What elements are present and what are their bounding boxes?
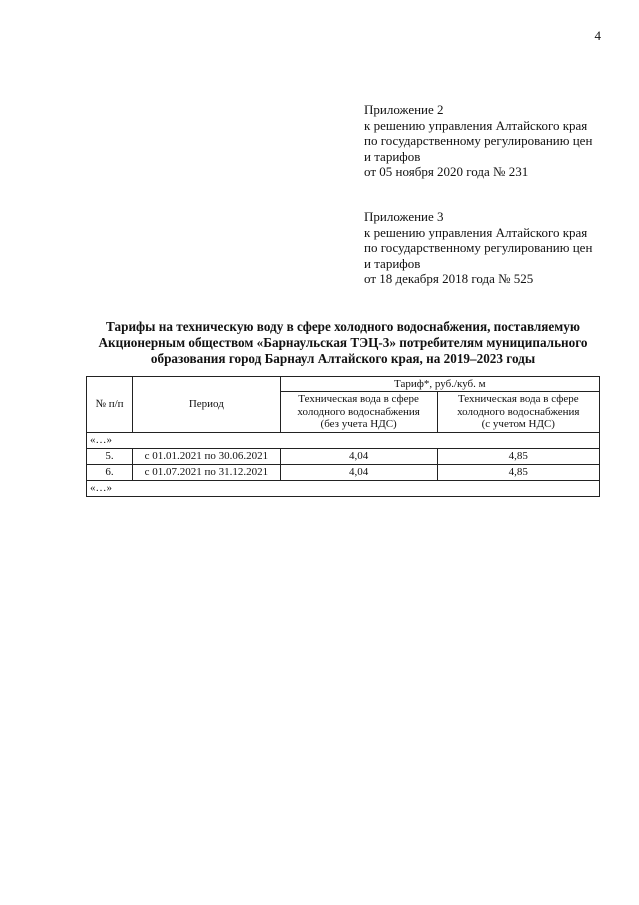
- table-row: [87, 449, 600, 465]
- row-without-vat: 4,04: [280, 465, 437, 481]
- ellipsis-cell: «…»: [87, 481, 600, 497]
- appendix-3-line: Приложение 3: [364, 209, 444, 224]
- header-tariff: Тариф*, руб./куб. м: [280, 377, 599, 392]
- header-with-vat-line: (с учетом НДС): [481, 418, 555, 431]
- appendix-2-line: от 05 ноября 2020 года № 231: [364, 164, 529, 179]
- header-with-vat-line: Техническая вода в сфере: [457, 393, 579, 406]
- table-row-ellipsis: [87, 481, 600, 497]
- appendix-2-header: [364, 102, 614, 180]
- appendix-2-line: по государственному регулированию цен: [364, 133, 593, 148]
- header-without-vat-line: (без учета НДС): [320, 418, 397, 431]
- row-with-vat: 4,85: [437, 449, 599, 465]
- header-number: № п/п: [87, 377, 133, 433]
- appendix-2-line: к решению управления Алтайского края: [364, 117, 588, 133]
- title-line: Акционерным обществом «Барнаульская ТЭЦ-3» потребителям муниципального: [98, 335, 588, 350]
- appendix-3-line: к решению управления Алтайского края: [364, 224, 588, 240]
- title-line: образования город Барнаул Алтайского края, на 2019–2023 годы: [150, 351, 536, 366]
- table-row: [87, 465, 600, 481]
- row-number: 6.: [87, 465, 133, 481]
- page-number: 4: [594, 28, 601, 43]
- appendix-3-line: по государственному регулированию цен: [364, 240, 593, 255]
- header-with-vat: [437, 392, 599, 433]
- row-with-vat: 4,85: [437, 465, 599, 481]
- header-with-vat-line: холодного водоснабжения: [457, 405, 580, 418]
- title-line: Тарифы на техническую воду в сфере холодного водоснабжения, поставляемую: [106, 319, 580, 334]
- tariff-table: [86, 376, 600, 497]
- row-period: с 01.07.2021 по 31.12.2021: [133, 465, 281, 481]
- header-without-vat-line: холодного водоснабжения: [297, 405, 420, 418]
- header-without-vat-line: Техническая вода в сфере: [298, 393, 419, 406]
- row-without-vat: 4,04: [280, 449, 437, 465]
- table-row-ellipsis: [87, 433, 600, 449]
- appendix-3-header: [364, 209, 614, 287]
- document-title: [86, 319, 600, 367]
- appendix-2-line: Приложение 2: [364, 102, 444, 117]
- header-period: Период: [133, 377, 281, 433]
- appendix-2-line: и тарифов: [364, 148, 421, 164]
- ellipsis-cell: «…»: [87, 433, 600, 449]
- table-header-row: [87, 377, 600, 392]
- header-without-vat: [280, 392, 437, 433]
- appendix-3-line: от 18 декабря 2018 года № 525: [364, 271, 534, 286]
- row-number: 5.: [87, 449, 133, 465]
- row-period: с 01.01.2021 по 30.06.2021: [133, 449, 281, 465]
- appendix-3-line: и тарифов: [364, 255, 421, 271]
